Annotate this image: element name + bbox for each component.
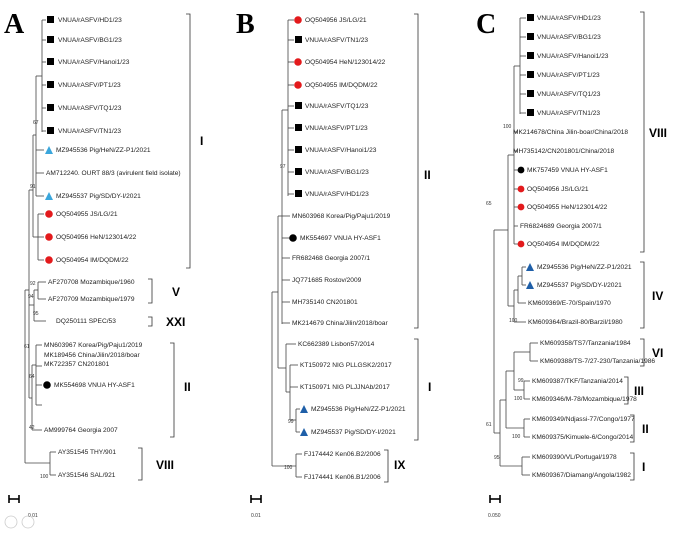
circle-marker — [294, 81, 302, 89]
panel-c — [476, 9, 667, 519]
bootstrap-value: 95 — [33, 311, 39, 317]
tip-label: OQ504954 IM/DQDM/22 — [527, 241, 600, 248]
tip-label: AY351546 SAL/921 — [58, 472, 116, 479]
tip-label: KM609367/Diamang/Angola/1982 — [532, 472, 631, 479]
circle-marker — [518, 241, 525, 248]
clade-label: IX — [394, 458, 406, 472]
tip-label: MZ945536 Pig/HeN/ZZ-P1/2021 — [311, 406, 406, 413]
tip-label: FR6824689 Georgia 2007/1 — [520, 223, 602, 230]
tip-label: OQ504955 IM/DQDM/22 — [305, 82, 378, 89]
circle-marker — [518, 186, 525, 193]
bootstrap-value: 100 — [514, 396, 523, 402]
triangle-marker — [526, 263, 534, 271]
tip-label: MH735142/CN201801/China/2018 — [513, 148, 615, 155]
tip-label: OQ504956 JS/LG/21 — [305, 17, 367, 24]
panel-letter: B — [236, 9, 255, 40]
bootstrap-value: 61 — [24, 344, 30, 350]
bootstrap-value: 97 — [280, 164, 286, 170]
tip-label: DQ250111 SPEC/53 — [56, 318, 116, 325]
tree-branches — [25, 20, 56, 475]
tip-label: OQ504956 HeN/123014/22 — [56, 234, 137, 241]
square-marker — [527, 33, 534, 40]
tip-label: OQ504955 JS/LG/21 — [56, 211, 118, 218]
tip-label: JQ771685 Rostov/2009 — [292, 277, 362, 284]
bootstrap-value: 100 — [40, 474, 49, 480]
tip-label: MN603968 Korea/Pig/Paju1/2019 — [292, 213, 391, 220]
bootstrap-value: 94 — [28, 294, 34, 300]
tip-label: OQ504954 HeN/123014/22 — [305, 59, 386, 66]
tip-label: VNUA/rASFV/BG1/23 — [537, 34, 601, 41]
bootstrap-value: 99 — [288, 419, 294, 425]
bootstrap-value: 100 — [509, 318, 518, 324]
tip-label: KM609349/Ndjassi-77/Congo/1977 — [532, 416, 635, 423]
tip-label: FJ174442 Ken06.B2/2006 — [304, 451, 381, 458]
circle-marker — [294, 16, 302, 24]
tip-label: MZ945536 Pig/HeN/ZZ-P1/2021 — [56, 147, 151, 154]
tip-label: KM609346/M-78/Mozambique/1978 — [532, 396, 637, 403]
panel-letter: C — [476, 9, 497, 40]
circle-marker — [45, 233, 53, 241]
square-marker — [47, 36, 54, 43]
tip-label: AF270708 Mozambique/1960 — [48, 279, 135, 286]
circle-marker — [289, 234, 297, 242]
square-marker — [295, 190, 302, 197]
clade-label: V — [172, 285, 181, 299]
square-marker — [295, 168, 302, 175]
tip-label: MZ945537 Pig/SD/DY-I/2021 — [311, 429, 396, 436]
tip-label: MH735140 CN201801 — [292, 299, 358, 306]
square-marker — [527, 52, 534, 59]
bootstrap-value: 95 — [494, 455, 500, 461]
clade-label: I — [642, 460, 646, 474]
scale-label: 0.01 — [251, 513, 261, 519]
clade-brackets — [138, 14, 203, 480]
tip-label: VNUA/rASFV/PT1/23 — [305, 125, 368, 132]
square-marker — [47, 58, 54, 65]
tip-label: VNUA/rASFV/HD1/23 — [537, 15, 601, 22]
tip-label: MZ945536 Pig/HeN/ZZ-P1/2021 — [537, 264, 632, 271]
clade-label: VIII — [156, 458, 175, 472]
tip-label: VNUA/rASFV/TQ1/23 — [537, 91, 601, 98]
circle-marker — [45, 210, 53, 218]
tip-label: MK722357 CN201801 — [44, 361, 110, 368]
clade-label: II — [424, 168, 431, 182]
tip-label: MN603967 Korea/Pig/Paju1/2019 — [44, 342, 143, 349]
scale-bar — [9, 495, 38, 519]
tip-label: VNUA/rASFV/BG1/23 — [305, 169, 369, 176]
scale-label: 0.01 — [28, 513, 38, 519]
tip-label: KC662389 Lisbon57/2014 — [298, 341, 375, 348]
tip-label: VNUA/rASFV/TQ1/23 — [58, 105, 122, 112]
square-marker — [47, 81, 54, 88]
square-marker — [295, 36, 302, 43]
panel-b — [236, 9, 431, 519]
tip-label: MK214678/China Jilin-boar/China/2018 — [513, 129, 629, 136]
circle-marker — [294, 58, 302, 66]
clade-brackets — [624, 12, 667, 480]
tip-label: KT150971 NIG PLJJNAb/2017 — [300, 384, 390, 391]
tip-label: KM609369/E-70/Spain/1970 — [528, 300, 611, 307]
tip-label: AM712240. OURT 88/3 (avirulent field isolate) — [46, 170, 181, 177]
circle-marker — [518, 167, 525, 174]
bootstrap-value: 100 — [284, 465, 293, 471]
clade-label: VI — [652, 346, 664, 360]
clade-label: III — [634, 384, 645, 398]
scale-bar — [488, 495, 501, 519]
tip-label: VNUA/rASFV/TN1/23 — [537, 110, 601, 117]
circle-marker — [45, 256, 53, 264]
tip-label: AF270709 Mozambique/1979 — [48, 296, 135, 303]
tip-label: MZ945537 Pig/SD/DY-I/2021 — [56, 193, 141, 200]
panel-a — [4, 9, 203, 519]
triangle-marker — [526, 281, 534, 289]
tip-label: MK214679 China/Jilin/2018/boar — [292, 320, 388, 327]
clade-label: I — [200, 134, 204, 148]
tip-label: MK554698 VNUA HY-ASF1 — [54, 382, 135, 389]
triangle-marker — [45, 146, 53, 154]
tip-label: VNUA/rASFV/PT1/23 — [537, 72, 600, 79]
tip-label: OQ504956 JS/LG/21 — [527, 186, 589, 193]
tip-label: VNUA/rASFV/Hanoi1/23 — [58, 59, 130, 66]
tip-label: VNUA/rASFV/TN1/23 — [305, 37, 369, 44]
scale-bar — [251, 495, 261, 519]
tip-label: KM609390/VL/Portugal/1978 — [532, 454, 617, 461]
tip-label: KT150972 NIG PLLGSK2/2017 — [300, 362, 392, 369]
clade-label: II — [642, 422, 649, 436]
tip-label: FR682468 Georgia 2007/1 — [292, 255, 371, 262]
tip-label: VNUA/rASFV/HD1/23 — [58, 17, 122, 24]
clade-label: IV — [652, 289, 664, 303]
tip-label: VNUA/rASFV/Hanoi1/23 — [537, 53, 609, 60]
square-marker — [47, 16, 54, 23]
tip-label: VNUA/rASFV/Hanoi1/23 — [305, 147, 377, 154]
clade-label: II — [184, 380, 191, 394]
square-marker — [295, 124, 302, 131]
scale-label: 0.050 — [488, 513, 501, 519]
markers — [289, 16, 308, 436]
bootstrap-value: 61 — [486, 422, 492, 428]
tip-label: MK554697 VNUA HY-ASF1 — [300, 235, 381, 242]
clade-label: VIII — [649, 126, 668, 140]
markers — [43, 16, 54, 389]
tip-label: KM609387/TKF/Tanzania/2014 — [532, 378, 623, 385]
bootstrap-value: 92 — [30, 281, 36, 287]
circle-marker — [518, 204, 525, 211]
tip-label: OQ504954 IM/DQDM/22 — [56, 257, 129, 264]
bootstrap-value: 67 — [33, 120, 39, 126]
triangle-marker — [45, 192, 53, 200]
square-marker — [47, 127, 54, 134]
bootstrap-value: 42 — [29, 425, 35, 431]
triangle-marker — [300, 428, 308, 436]
tip-label: VNUA/rASFV/BG1/23 — [58, 37, 122, 44]
bootstrap-value: 100 — [503, 124, 512, 130]
tip-label: VNUA/rASFV/TQ1/23 — [305, 103, 369, 110]
tip-label: VNUA/rASFV/TN1/23 — [58, 128, 122, 135]
square-marker — [527, 109, 534, 116]
tip-label: AM999764 Georgia 2007 — [44, 427, 118, 434]
tip-label: KM609375/Kimuele-6/Congo/2014 — [532, 434, 634, 441]
tip-label: AY351545 THY/901 — [58, 449, 117, 456]
tip-labels — [292, 17, 406, 481]
bootstrap-value: 65 — [486, 201, 492, 207]
square-marker — [295, 102, 302, 109]
tip-label: KM609364/Brazil-80/Barzil/1980 — [528, 319, 623, 326]
tip-label: OQ504955 HeN/123014/22 — [527, 204, 608, 211]
bootstrap-value: 99 — [518, 378, 524, 384]
tip-label: VNUA/rASFV/PT1/23 — [58, 82, 121, 89]
bootstrap-value: 64 — [29, 374, 35, 380]
tip-labels — [44, 17, 181, 479]
tip-label: MZ945537 Pig/SD/DY-I/2021 — [537, 282, 622, 289]
bootstrap-value: 91 — [30, 184, 36, 190]
tip-label: FJ174441 Ken06.B1/2006 — [304, 474, 381, 481]
tip-labels — [513, 15, 655, 479]
tip-label: MK189456 China/Jilin/2018/boar — [44, 352, 140, 359]
triangle-marker — [300, 405, 308, 413]
square-marker — [527, 14, 534, 21]
tip-label: KM609388/TS-7/27-230/Tanzania/1986 — [540, 358, 656, 365]
tip-label: KM609358/TS7/Tanzania/1984 — [540, 340, 631, 347]
square-marker — [527, 71, 534, 78]
tip-label: MK757459 VNUA HY-ASF1 — [527, 167, 608, 174]
clade-label: XXI — [166, 315, 186, 329]
clade-label: I — [428, 380, 432, 394]
square-marker — [47, 104, 54, 111]
square-marker — [527, 90, 534, 97]
panel-letter: A — [4, 9, 25, 40]
square-marker — [295, 146, 302, 153]
tip-label: VNUA/rASFV/HD1/23 — [305, 191, 369, 198]
circle-marker — [43, 381, 51, 389]
bootstrap-value: 100 — [512, 434, 521, 440]
